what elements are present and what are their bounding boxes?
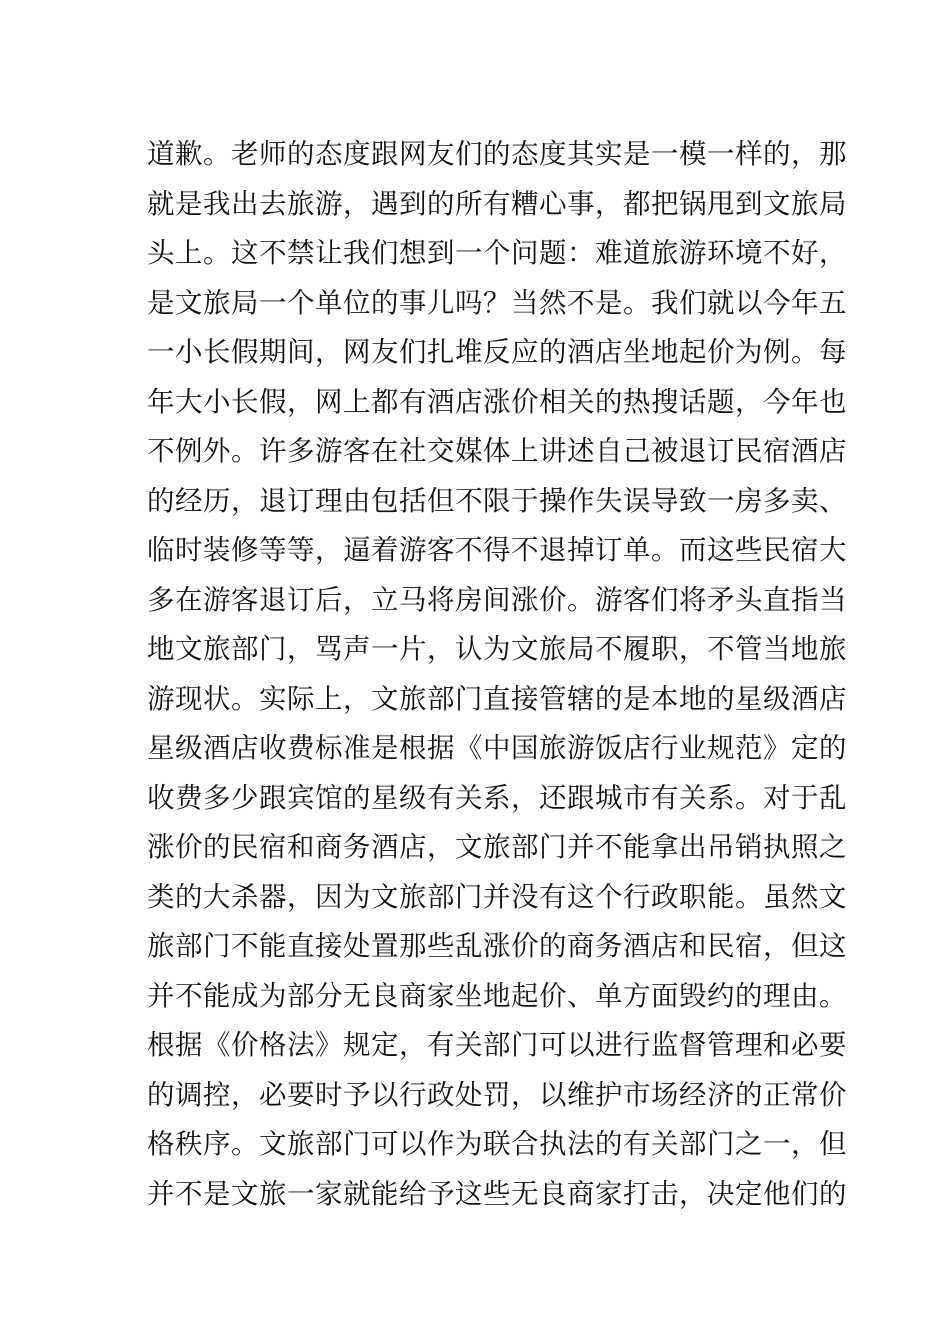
- text-line: 临时装修等等，逼着游客不得不退掉订单。而这些民宿大: [147, 534, 847, 566]
- text-line: 旅部门不能直接处置那些乱涨价的商务酒店和民宿，但这: [147, 930, 847, 962]
- text-line: 格秩序。文旅部门可以作为联合执法的有关部门之一，但: [147, 1128, 847, 1160]
- text-line: 就是我出去旅游，遇到的所有糟心事，都把锅甩到文旅局: [147, 187, 847, 220]
- text-line: 头上。这不禁让我们想到一个问题：难道旅游环境不好，: [147, 237, 847, 269]
- text-line: 涨价的民宿和商务酒店，文旅部门并不能拿出吊销执照之: [147, 831, 847, 863]
- text-line: 游现状。实际上，文旅部门直接管辖的是本地的星级酒店: [147, 682, 847, 715]
- text-line: 并不能成为部分无良商家坐地起价、单方面毁约的理由。: [147, 979, 847, 1012]
- text-line: 并不是文旅一家就能给予这些无良商家打击，决定他们的: [147, 1177, 847, 1210]
- text-line: 星级酒店收费标准是根据《中国旅游饭店行业规范》定的: [147, 732, 847, 764]
- text-line: 的经历，退订理由包括但不限于操作失误导致一房多卖、: [147, 484, 847, 517]
- text-line: 地文旅部门，骂声一片，认为文旅局不履职，不管当地旅: [147, 633, 847, 665]
- text-line: 年大小长假，网上都有酒店涨价相关的热搜话题，今年也: [147, 385, 847, 418]
- text-line: 一小长假期间，网友们扎堆反应的酒店坐地起价为例。每: [147, 336, 847, 368]
- text-line: 类的大杀器，因为文旅部门并没有这个行政职能。虽然文: [147, 880, 847, 913]
- text-line: 道歉。老师的态度跟网友们的态度其实是一模一样的，那: [147, 138, 847, 170]
- text-line: 是文旅局一个单位的事儿吗？当然不是。我们就以今年五: [147, 286, 847, 319]
- text-line: 不例外。许多游客在社交媒体上讲述自己被退订民宿酒店: [147, 435, 847, 467]
- text-line: 根据《价格法》规定，有关部门可以进行监督管理和必要: [147, 1029, 847, 1061]
- body-text: [147, 130, 847, 1219]
- text-line: 的调控，必要时予以行政处罚，以维护市场经济的正常价: [147, 1078, 847, 1111]
- text-line: 收费多少跟宾馆的星级有关系，还跟城市有关系。对于乱: [147, 781, 847, 814]
- text-line: 多在游客退订后，立马将房间涨价。游客们将矛头直指当: [147, 583, 847, 616]
